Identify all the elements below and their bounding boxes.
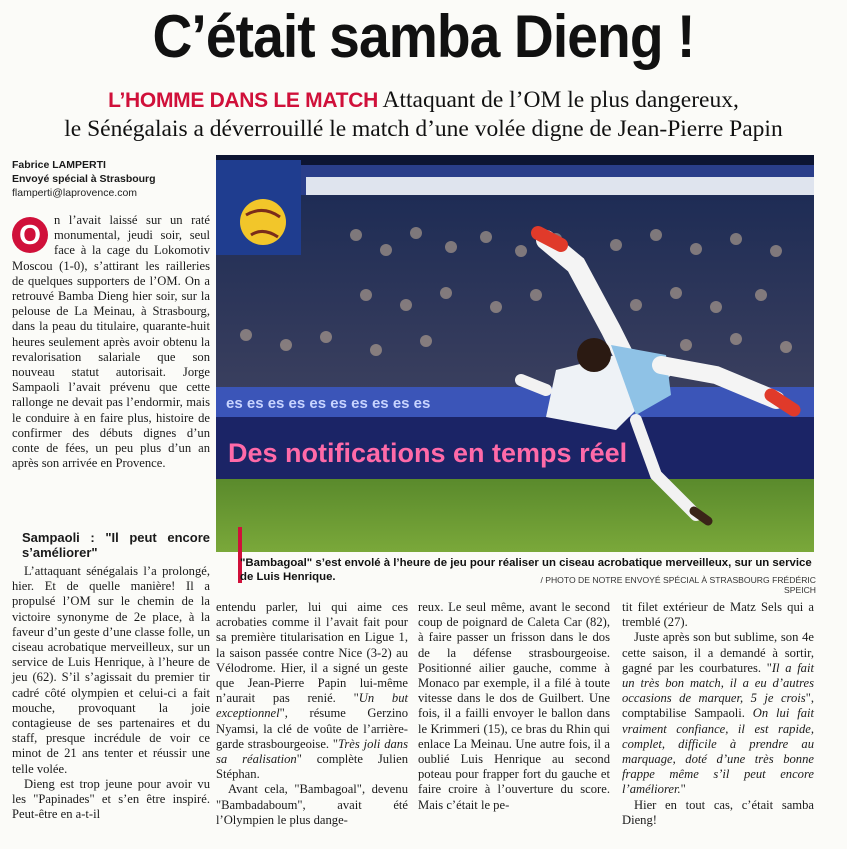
column-4 bbox=[622, 600, 814, 828]
col2-p1a: entendu parler, lui qui aime ces acrobaties comme il l’avait fait pour sa première titularisation en Ligue 1, la saison passée contre Nice (3-2) au Vélodrome. Hier, il a signé un geste que Jean-Pierre Papin lui-même n’aurait pas renié. " bbox=[216, 600, 408, 706]
col2-paragraph-1 bbox=[216, 600, 408, 782]
deck bbox=[0, 86, 847, 143]
column-1-bottom bbox=[12, 522, 210, 822]
match-photo bbox=[216, 155, 814, 552]
col4-p2c: " bbox=[680, 782, 686, 797]
col1-paragraph-1: L’attaquant sénégalais l’a prolongé, hier. Et de quelle manière! Il a propulsé l’OM sur le chemin de la victoire synonyme de 2e place, à la faveur d’un geste d’une classe folle, un ciseau acrobatique merveilleux, sur un service de Luis Henrique, à l’heure de jeu (62). S’il s’agissait du premier tir cadré côté olympien et celui-ci a fait mouche, provoquant la joie contagieuse de ses partenaires et du staff, presque incrédule de voir ce minot de 21 ans tenter et réussir une telle volée. bbox=[12, 564, 210, 776]
col2-paragraph-2: Avant cela, "Bambagoal", devenu "Bambadaboum", avait été l’Olympien le plus dange- bbox=[216, 782, 408, 827]
col2-quote-1: Un but exceptionnel bbox=[216, 691, 408, 721]
col4-paragraph-3: Hier en tout cas, c’était samba Dieng! bbox=[622, 797, 814, 827]
deck-line1: Attaquant de l’OM le plus dangereux, bbox=[377, 87, 739, 113]
byline bbox=[12, 158, 212, 200]
byline-role: Envoyé spécial à Strasbourg bbox=[12, 173, 156, 185]
column-3 bbox=[418, 600, 610, 813]
photo-caption: "Bambagoal" s’est envolé à l’heure de jeu pour réaliser un ciseau acrobatique merveilleux, sur un service de Luis Henrique. bbox=[240, 557, 812, 583]
headline bbox=[34, 2, 813, 72]
headline-bold: Dieng ! bbox=[513, 3, 695, 70]
col4-quote-1: Il a fait un très bon match, il a eu d’autres occasions de marquer, 5 je crois bbox=[622, 660, 814, 706]
photo-illustration bbox=[216, 155, 814, 552]
col4-paragraph-2 bbox=[622, 630, 814, 797]
ad-board-text: es es es es es es es es es es bbox=[226, 395, 431, 412]
intro-paragraph: n l’avait laissé sur un raté monumental, jeudi soir, seul face à la cage du Lokomotiv Moscou (1-0), s’attirant les railleries de quelques supporters de l’OM. On a retrouvé Bamba Dieng hier soir, sur la pelouse de La Meinau, à Strasbourg, dans la peau du titulaire, quarante-huit heures seulement après avoir obtenu la revalorisation salariale que son nouveau statut autorisait. Jorge Sampaoli l’avait prévenu que cette rallonge ne devait pas l’endormir, mais le conduire à en faire plus, histoire de confirmer des débuts dignes d’un conte de fées, un peu plus d’un an après son arrivée en Provence. bbox=[12, 213, 210, 471]
column-1-top bbox=[12, 213, 210, 471]
byline-email[interactable]: flamperti@laprovence.com bbox=[12, 187, 138, 199]
photo-banner-text: Des notifications en temps réel bbox=[228, 438, 628, 468]
col4-paragraph-1: tit filet extérieur de Matz Sels qui a tremblé (27). bbox=[622, 600, 814, 630]
subhead: Sampaoli : "Il peut encore s’améliorer" bbox=[22, 530, 210, 560]
headline-regular: C’était samba bbox=[152, 3, 514, 70]
col3-paragraph-1: reux. Le seul même, avant le second coup de poignard de Caleta Car (82), à faire passer un frisson dans le dos de la défense strasbourgeoise. Positionné ailier gauche, comme à Monaco par exemple, il a filé à toute vitesse dans le dos de Guilbert. Une fois, il a failli envoyer le ballon dans le Krimmeri (15), ce bras du Rhin qui enlace La Meinau. Une autre fois, il a oublié Luis Henrique au second poteau pour frapper fort du gauche et faire croire à l’ouverture du score. Mais c’était le pe- bbox=[418, 600, 610, 812]
deck-kicker: L’HOMME DANS LE MATCH bbox=[108, 89, 378, 112]
dropcap: O bbox=[12, 217, 48, 253]
col2-p1c: " complète Julien Stéphan. bbox=[216, 752, 408, 782]
ball-icon bbox=[240, 199, 286, 245]
deck-line2: le Sénégalais a déverrouillé le match d’une volée digne de Jean-Pierre Papin bbox=[64, 116, 783, 142]
photo-credit: / PHOTO DE NOTRE ENVOYÉ SPÉCIAL À STRASBOURG FRÉDÉRIC SPEICH bbox=[540, 575, 816, 595]
byline-author: Fabrice LAMPERTI bbox=[12, 159, 106, 171]
col2-quote-2: Très joli dans sa réalisation bbox=[216, 736, 408, 767]
col2-p1b: ", résume Gerzino Nyamsi, la clé de voûte de l’arrière-garde strasbourgeoise. " bbox=[216, 706, 408, 751]
col1-paragraph-2: Dieng est trop jeune pour avoir vu les "Papinades" et s’en être inspiré. Peut-être en a-t-il bbox=[12, 776, 210, 822]
col4-p2b: ", comptabilise Sampaoli. bbox=[622, 691, 814, 721]
column-2 bbox=[216, 600, 408, 828]
col4-p2: Juste après son but sublime, son 4e cette saison, il a demandé à sortir, gagné par les courbatures. " bbox=[622, 630, 814, 675]
col4-quote-2: On lui fait vraiment confiance, il est rapide, complet, difficile à prendre au marquage, doté d’une très bonne frappe même s’il peut encore l’améliorer. bbox=[622, 706, 814, 797]
